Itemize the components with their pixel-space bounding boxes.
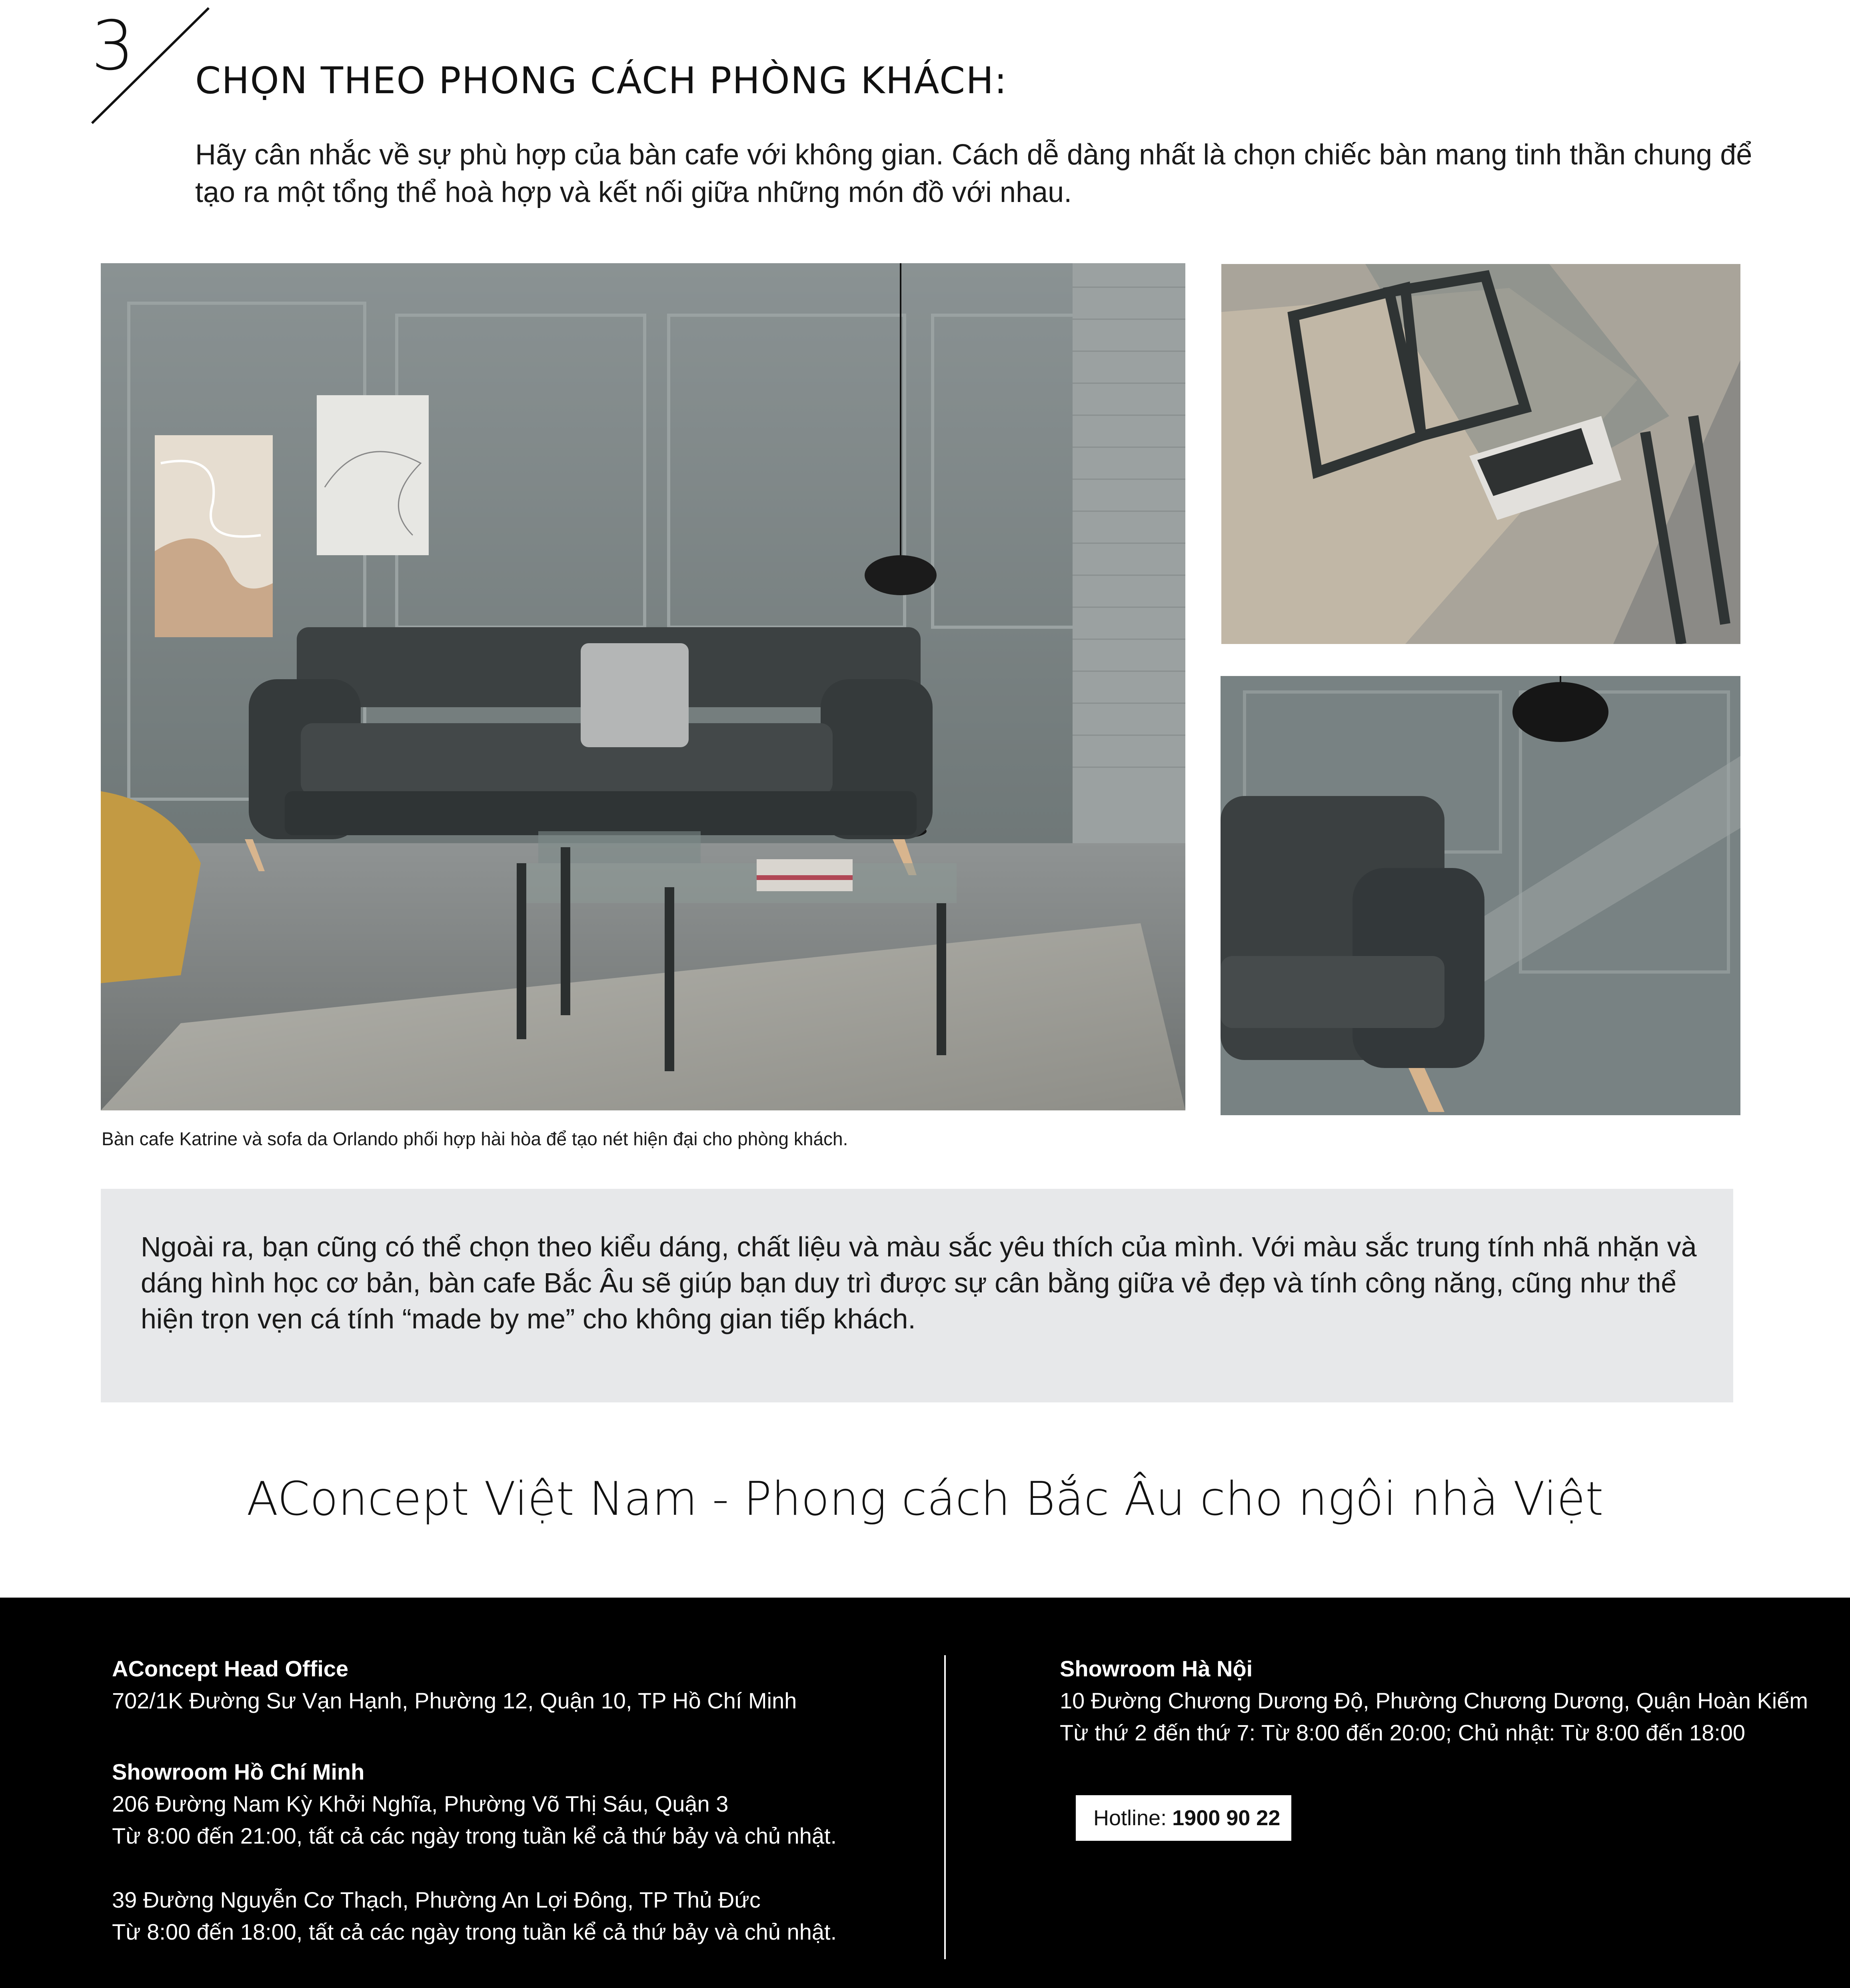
- brand-slogan: AConcept Việt Nam - Phong cách Bắc Âu cho ngôi nhà Việt: [246, 1472, 1604, 1526]
- footer-divider: [944, 1655, 946, 1959]
- showroom-hn-hours: Từ thứ 2 đến thứ 7: Từ 8:00 đến 20:00; Chủ nhật: Từ 8:00 đến 18:00: [1060, 1720, 1746, 1745]
- showroom-hn-address: 10 Đường Chương Dương Độ, Phường Chương Dương, Quận Hoàn Kiếm: [1060, 1688, 1808, 1713]
- footer-right-column: [1060, 1653, 1820, 1749]
- showroom-hn-title: Showroom Hà Nội: [1060, 1656, 1253, 1681]
- head-office-address: 702/1K Đường Sư Vạn Hạnh, Phường 12, Quận 10, TP Hồ Chí Minh: [112, 1688, 797, 1713]
- glass-table-photo: [1221, 264, 1740, 644]
- intro-paragraph: Hãy cân nhắc về sự phù hợp của bàn cafe với không gian. Cách dễ dàng nhất là chọn chiếc bàn mang tinh thần chung để tạo ra một tổng thể hoà hợp và kết nối giữa những món đồ với nhau.: [195, 139, 1752, 208]
- showroom-hcm-address-2: 39 Đường Nguyễn Cơ Thạch, Phường An Lợi Đông, TP Thủ Đức: [112, 1887, 761, 1912]
- showroom-hcm-hours-2: Từ 8:00 đến 18:00, tất cả các ngày trong tuần kể cả thứ bảy và chủ nhật.: [112, 1919, 837, 1944]
- sofa-closeup-photo: [1221, 676, 1740, 1115]
- head-office-title: AConcept Head Office: [112, 1656, 349, 1681]
- footer-left-column: [112, 1653, 912, 1948]
- section-title: CHỌN THEO PHONG CÁCH PHÒNG KHÁCH:: [195, 59, 1008, 102]
- showroom-hcm-address-1: 206 Đường Nam Kỳ Khởi Nghĩa, Phường Võ Thị Sáu, Quận 3: [112, 1791, 729, 1816]
- hotline-label: Hotline:: [1076, 1795, 1171, 1841]
- footer: [0, 1598, 1850, 1988]
- hotline-badge[interactable]: [1076, 1795, 1291, 1841]
- living-room-photo: [101, 263, 1185, 1110]
- photo-caption: Bàn cafe Katrine và sofa da Orlando phối hợp hài hòa để tạo nét hiện đại cho phòng khách.: [102, 1128, 848, 1149]
- note-text: Ngoài ra, bạn cũng có thể chọn theo kiểu dáng, chất liệu và màu sắc yêu thích của mình. Với màu sắc trung tính nhã nhặn và dáng hình học cơ bản, bàn cafe Bắc Âu sẽ giúp bạn duy trì được sự cân bằng giữa vẻ đẹp và tính công năng, cũng như thể hiện trọn vẹn cá tính “made by me” cho không gian tiếp khách.: [141, 1231, 1697, 1334]
- showroom-hcm-title: Showroom Hồ Chí Minh: [112, 1759, 365, 1784]
- note-box: [101, 1189, 1733, 1402]
- hotline-number[interactable]: 1900 90 22: [1171, 1795, 1291, 1841]
- showroom-hcm-hours-1: Từ 8:00 đến 21:00, tất cả các ngày trong tuần kể cả thứ bảy và chủ nhật.: [112, 1823, 837, 1848]
- section-number: 3: [91, 6, 135, 86]
